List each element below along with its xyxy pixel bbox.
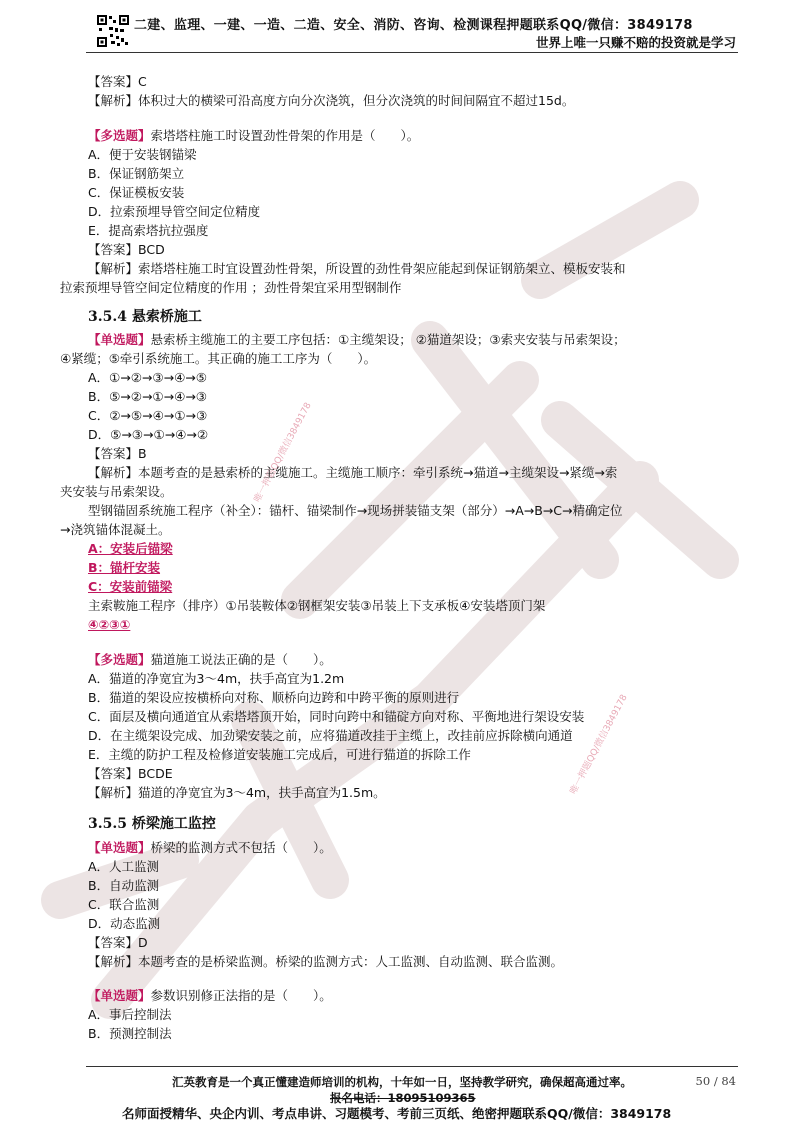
question-stem <box>88 332 626 348</box>
section-heading: 3.5.5 桥梁施工监控 <box>88 816 216 832</box>
question-text: 悬索桥主缆施工的主要工序包括：①主缆架设； ②猫道架设；③索夹安装与吊索架设； <box>150 332 626 347</box>
question-text: ④紧缆；⑤牵引系统施工。其正确的施工工序为（ ）。 <box>60 351 377 366</box>
option-d: D．动态监测 <box>88 916 161 931</box>
option-d: D．⑤→③→①→④→② <box>88 427 209 442</box>
answer-line: 【答案】BCDE <box>88 766 173 781</box>
footer-organization: 汇英教育是一个真正懂建造师培训的机构，十年如一日，坚持教学研究，确保超高通过率。 <box>172 1075 632 1089</box>
answer-line: 【答案】BCD <box>88 242 165 257</box>
question-text: 参数识别修正法指的是（ ）。 <box>150 988 332 1003</box>
question-type-tag: 【单选题】 <box>88 332 151 347</box>
question-type-tag: 【多选题】 <box>88 128 151 143</box>
analysis-line: 【解析】本题考查的是悬索桥的主缆施工。主缆施工顺序：牵引系统→猫道→主缆架设→紧缆→索 <box>88 465 618 480</box>
answer-line: 【答案】B <box>88 446 147 461</box>
option-c: C．面层及横向通道宜从索塔塔顶开始，同时向跨中和锚碇方向对称、平衡地进行架设安装 <box>88 709 585 724</box>
question-type-tag: 【多选题】 <box>88 652 151 667</box>
highlight-answer: A：安装后锚梁 <box>88 541 173 556</box>
answer-line: 【答案】D <box>88 935 148 950</box>
option-d: D．拉索预埋导管空间定位精度 <box>88 204 261 219</box>
question-type-tag: 【单选题】 <box>88 840 151 855</box>
option-b: B．猫道的架设应按横桥向对称、顺桥向边跨和中跨平衡的原则进行 <box>88 690 460 705</box>
note-line: 型钢锚固系统施工程序（补全）：锚杆、锚梁制作→现场拼装锚支架（部分）→A→B→C→精确定位 <box>88 503 623 518</box>
question-stem <box>88 128 419 144</box>
analysis-line: 【解析】体积过大的横梁可沿高度方向分次浇筑，但分次浇筑的时间间隔宜不超过15d。 <box>88 93 575 108</box>
answer-line: 【答案】C <box>88 74 147 89</box>
footer-divider <box>86 1066 738 1067</box>
note-line: →浇筑锚体混凝土。 <box>60 522 171 537</box>
note-line: 主索鞍施工程序（排序）①吊装鞍体②钢框架安装③吊装上下支承板④安装塔顶门架 <box>88 598 546 613</box>
option-c: C．联合监测 <box>88 897 160 912</box>
option-e: E．提高索塔抗拉强度 <box>88 223 209 238</box>
option-b: B．预测控制法 <box>88 1026 172 1041</box>
option-e: E．主缆的防护工程及检修道安装施工完成后，可进行猫道的拆除工作 <box>88 747 471 762</box>
question-stem <box>88 840 332 856</box>
watermark-text: 唯一押题QQ/微信3849178 <box>568 693 630 797</box>
question-text: 桥梁的监测方式不包括（ ）。 <box>150 840 332 855</box>
option-c: C．②→⑤→④→①→③ <box>88 408 208 423</box>
question-text: 猫道施工说法正确的是（ ）。 <box>150 652 332 667</box>
page-number: 50 / 84 <box>695 1074 736 1088</box>
section-heading: 3.5.4 悬索桥施工 <box>88 309 202 325</box>
header-divider <box>86 52 738 53</box>
analysis-line: 【解析】索塔塔柱施工时宜设置劲性骨架，所设置的劲性骨架应能起到保证钢筋架立、模板安装和 <box>88 261 626 276</box>
option-a: A．事后控制法 <box>88 1007 172 1022</box>
qr-code-icon <box>96 14 130 48</box>
option-b: B．自动监测 <box>88 878 160 893</box>
header-motto: 世界上唯一只赚不赔的投资就是学习 <box>535 35 736 50</box>
option-b: B．⑤→②→①→④→③ <box>88 389 208 404</box>
option-a: A．人工监测 <box>88 859 160 874</box>
analysis-line: 拉索预埋导管空间定位精度的作用 ；劲性骨架宜采用型钢制作 <box>60 280 402 295</box>
option-d: D．在主缆架设完成、加劲梁安装之前，应将猫道改挂于主缆上，改挂前应拆除横向通道 <box>88 728 573 743</box>
option-a: A．①→②→③→④→⑤ <box>88 370 207 385</box>
option-c: C．保证模板安装 <box>88 185 185 200</box>
question-stem <box>88 988 332 1004</box>
question-type-tag: 【单选题】 <box>88 988 151 1003</box>
highlight-answer: ④②③① <box>88 617 131 632</box>
analysis-line: 【解析】本题考查的是桥梁监测。桥梁的监测方式：人工监测、自动监测、联合监测。 <box>88 954 564 969</box>
watermark-text: 唯一押题QQ/微信3849178 <box>252 401 314 505</box>
option-a: A．猫道的净宽宜为3～4m，扶手高宜为1.2m <box>88 671 345 686</box>
analysis-line: 【解析】猫道的净宽宜为3～4m，扶手高宜为1.5m。 <box>88 785 386 800</box>
footer-phone: 报名电话：18095109365 <box>330 1091 476 1105</box>
question-stem <box>88 652 332 668</box>
highlight-answer: C：安装前锚梁 <box>88 579 173 594</box>
question-text: 索塔塔柱施工时设置劲性骨架的作用是（ ）。 <box>150 128 420 143</box>
footer-promo: 名师面授精华、央企内训、考点串讲、习题模考、考前三页纸、绝密押题联系QQ/微信：3849178 <box>122 1106 672 1121</box>
option-a: A．便于安装钢锚梁 <box>88 147 197 162</box>
analysis-line: 夹安装与吊索架设。 <box>60 484 173 499</box>
highlight-answer: B：锚杆安装 <box>88 560 161 575</box>
option-b: B．保证钢筋架立 <box>88 166 185 181</box>
header-title: 二建、监理、一建、一造、二造、安全、消防、咨询、检测课程押题联系QQ/微信：3849178 <box>134 18 693 33</box>
